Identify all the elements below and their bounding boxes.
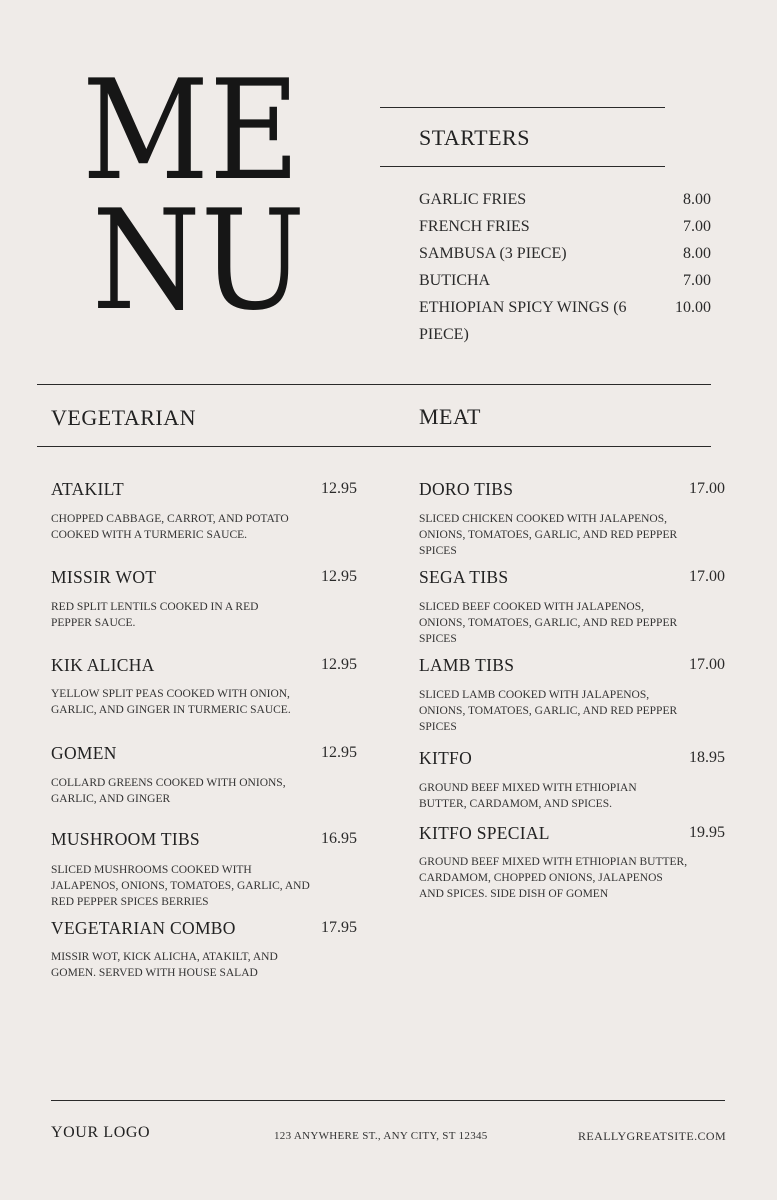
starter-price: 10.00 <box>675 299 711 316</box>
meat-heading: MEAT <box>419 404 481 429</box>
veg-item-desc: MISSIR WOT, KICK ALICHA, ATAKILT, AND GOMEN. SERVED WITH HOUSE SALAD <box>51 951 278 979</box>
starter-price: 8.00 <box>683 191 711 208</box>
meat-item-price: 18.95 <box>689 749 725 766</box>
meat-item-desc: GROUND BEEF MIXED WITH ETHIOPIAN BUTTER, CARDAMOM, AND SPICES. <box>419 782 637 810</box>
starters-bottom-rule <box>380 166 665 167</box>
veg-item-price: 12.95 <box>321 744 357 761</box>
starter-item <box>419 213 711 240</box>
meat-item-name: SEGA TIBS <box>419 567 509 587</box>
starters-heading: STARTERS <box>419 125 530 150</box>
meat-item-name: LAMB TIBS <box>419 655 515 675</box>
meat-item-price: 17.00 <box>689 656 725 673</box>
starter-item <box>419 294 711 348</box>
starter-name: GARLIC FRIES <box>419 191 527 208</box>
meat-item-name: KITFO <box>419 748 473 768</box>
starter-item <box>419 240 711 267</box>
footer-website[interactable]: REALLYGREATSITE.COM <box>578 1129 727 1143</box>
starter-name: SAMBUSA (3 PIECE) <box>419 245 567 262</box>
menu-title-line2: NU <box>92 180 306 341</box>
veg-item-name: MUSHROOM TIBS <box>51 829 200 849</box>
starter-price: 7.00 <box>683 272 711 289</box>
starter-item <box>419 186 711 213</box>
veg-item-name: VEGETARIAN COMBO <box>51 918 236 938</box>
footer-logo: YOUR LOGO <box>51 1124 151 1141</box>
meat-item-desc: SLICED CHICKEN COOKED WITH JALAPENOS, ONIONS, TOMATOES, GARLIC, AND RED PEPPER SPICES <box>419 513 678 557</box>
section-top-rule <box>37 384 711 385</box>
meat-item-price: 19.95 <box>689 824 725 841</box>
veg-item-desc: CHOPPED CABBAGE, CARROT, AND POTATO COOKED WITH A TURMERIC SAUCE. <box>51 513 289 541</box>
footer-address: 123 ANYWHERE ST., ANY CITY, ST 12345 <box>274 1130 488 1142</box>
meat-item-desc: GROUND BEEF MIXED WITH ETHIOPIAN BUTTER, CARDAMOM, CHOPPED ONIONS, JALAPENOS AND SPICES. SIDE DISH OF GOMEN <box>419 856 688 900</box>
starter-name: FRENCH FRIES <box>419 218 530 235</box>
veg-item-desc: RED SPLIT LENTILS COOKED IN A RED PEPPER SAUCE. <box>51 601 259 629</box>
starter-price: 7.00 <box>683 218 711 235</box>
veg-item-price: 12.95 <box>321 656 357 673</box>
vegetarian-heading: VEGETARIAN <box>51 405 196 430</box>
starter-item <box>419 267 711 294</box>
veg-item-price: 16.95 <box>321 830 357 847</box>
starter-price: 8.00 <box>683 245 711 262</box>
veg-item-name: GOMEN <box>51 743 117 763</box>
veg-item-name: ATAKILT <box>51 479 124 499</box>
starter-name: ETHIOPIAN SPICY WINGS (6 PIECE) <box>419 299 627 343</box>
menu-title-line1: ME <box>82 50 300 211</box>
veg-item-price: 12.95 <box>321 480 357 497</box>
veg-item-name: MISSIR WOT <box>51 567 157 587</box>
veg-item-name: KIK ALICHA <box>51 655 155 675</box>
starters-top-rule <box>380 107 665 108</box>
footer-rule <box>51 1100 725 1101</box>
meat-item-price: 17.00 <box>689 480 725 497</box>
veg-item-desc: COLLARD GREENS COOKED WITH ONIONS, GARLIC, AND GINGER <box>51 777 286 805</box>
veg-item-price: 17.95 <box>321 919 357 936</box>
meat-item-desc: SLICED BEEF COOKED WITH JALAPENOS, ONIONS, TOMATOES, GARLIC, AND RED PEPPER SPICES <box>419 601 678 645</box>
veg-item-price: 12.95 <box>321 568 357 585</box>
starter-name: BUTICHA <box>419 272 491 289</box>
veg-item-desc: SLICED MUSHROOMS COOKED WITH JALAPENOS, ONIONS, TOMATOES, GARLIC, AND RED PEPPER SPICES BERRIES <box>51 864 310 908</box>
meat-item-price: 17.00 <box>689 568 725 585</box>
meat-item-name: KITFO SPECIAL <box>419 823 550 843</box>
meat-item-name: DORO TIBS <box>419 479 514 499</box>
section-bottom-rule <box>37 446 711 447</box>
meat-item-desc: SLICED LAMB COOKED WITH JALAPENOS, ONIONS, TOMATOES, GARLIC, AND RED PEPPER SPICES <box>419 689 678 733</box>
veg-item-desc: YELLOW SPLIT PEAS COOKED WITH ONION, GARLIC, AND GINGER IN TURMERIC SAUCE. <box>51 688 291 716</box>
